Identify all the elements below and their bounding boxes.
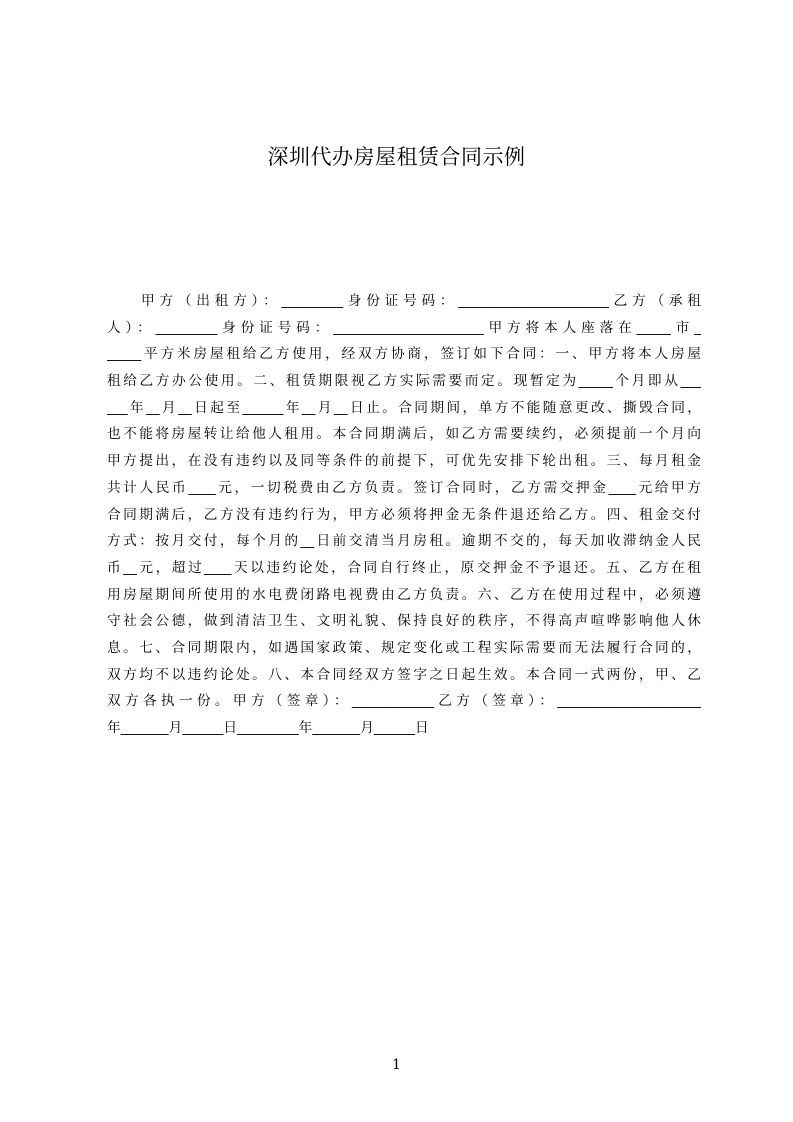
body-line: ___年__月__日起至______年__月__日止。合同期间，单方不能随意更改、撕毁合同， — [107, 399, 701, 416]
body-line: 年_______月______日_________年_______月______日 — [107, 720, 429, 736]
body-line: 共计人民币____元，一切税费由乙方负责。签订合同时，乙方需交押金____元给甲方 — [107, 479, 701, 496]
body-line: 甲方提出，在没有违约以及同等条件的前提下，可优先安排下轮出租。三、每月租金 — [107, 453, 701, 470]
body-line: 用房屋期间所使用的水电费闭路电视费由乙方负责。六、乙方在使用过程中，必须遵 — [107, 586, 701, 603]
body-line: 方式：按月交付，每个月的__日前交清当月房租。逾期不交的，每天加收滞纳金人民 — [107, 533, 701, 550]
body-line: 双方均不以违约论处。八、本合同经双方签字之日起生效。本合同一式两份，甲、乙 — [107, 666, 701, 683]
body-line: 息。七、合同期限内，如遇国家政策、规定变化或工程实际需要而无法履行合同的， — [107, 639, 701, 656]
body-line: 守社会公德，做到清洁卫生、文明礼貌、保持良好的秩序，不得高声喧哗影响他人休 — [107, 613, 701, 630]
body-line: 双方各执一份。甲方（签章）：____________乙方（签章）：_____________________ — [107, 693, 701, 710]
body-line: _____平方米房屋租给乙方使用，经双方协商，签订如下合同：一、甲方将本人房屋 — [107, 346, 701, 363]
body-line: 合同期满后，乙方没有违约行为，甲方必须将押金无条件退还给乙方。四、租金交付 — [107, 506, 701, 523]
body-line: 甲方（出租方）：_________身份证号码：______________________乙方（承租 — [141, 293, 701, 309]
body-line: 也不能将房屋转让给他人租用。本合同期满后，如乙方需要续约，必须提前一个月向 — [107, 426, 701, 443]
document-title: 深圳代办房屋租赁合同示例 — [267, 145, 526, 169]
body-line: 租给乙方办公使用。二、租赁期限视乙方实际需要而定。现暂定为_____个月即从___ — [107, 373, 701, 390]
body-line: 人）：_________身份证号码：______________________甲方将本人座落在_____市_ — [107, 319, 701, 336]
page-number: 1 — [392, 1057, 401, 1073]
contract-body — [107, 288, 701, 742]
body-line: 币__元，超过____天以违约论处，合同自行终止，原交押金不予退还。五、乙方在租 — [107, 559, 701, 576]
